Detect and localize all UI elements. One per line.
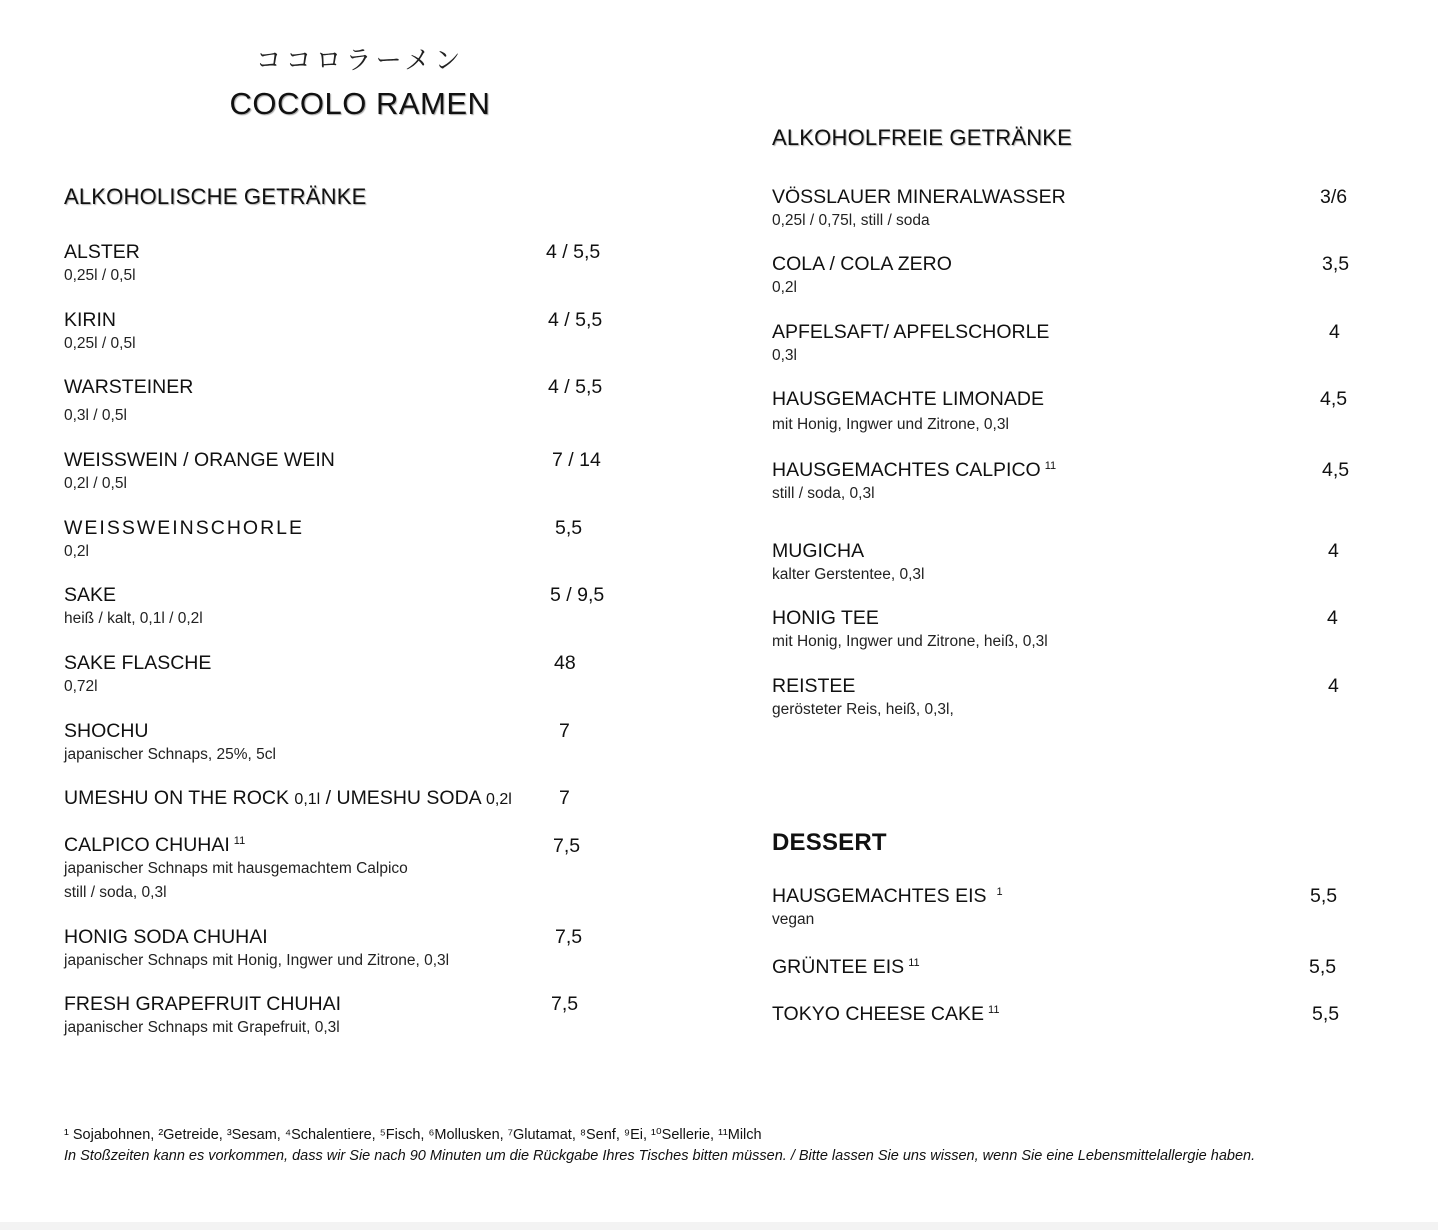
item-desc: vegan: [772, 911, 815, 928]
japanese-title: ココロラーメン: [255, 46, 465, 76]
item-name: MUGICHA: [772, 540, 865, 562]
menu-item-grapefruit-chuhai: [64, 992, 341, 1040]
item-desc: 0,3l: [772, 347, 797, 364]
restaurant-title: COCOLO RAMEN: [229, 86, 491, 121]
menu-item-limonade: [772, 387, 1044, 437]
item-name: FRESH GRAPEFRUIT CHUHAI: [64, 993, 341, 1015]
item-price: 4,5: [1322, 459, 1350, 481]
menu-item-reistee: [772, 674, 954, 722]
allergen-sup: 11: [1044, 460, 1057, 472]
item-desc: 0,72l: [64, 678, 98, 695]
item-name: KIRIN: [64, 309, 117, 331]
item-name-text: CALPICO CHUHAI: [64, 834, 230, 856]
item-desc: japanischer Schnaps, 25%, 5cl: [64, 746, 276, 763]
item-price: 7,5: [555, 926, 583, 948]
item-desc: 0,2l / 0,5l: [64, 475, 127, 492]
menu-item-weissweinschorle: [64, 516, 304, 564]
menu-item-shochu: [64, 719, 276, 767]
menu-item-calpico: [772, 458, 1056, 506]
item-name: ALSTER: [64, 241, 140, 263]
item-name: SHOCHU: [64, 720, 149, 742]
menu-header: [220, 40, 500, 122]
item-price: 4: [1329, 321, 1340, 343]
item-price: 4 / 5,5: [548, 376, 603, 398]
menu-item-honig-soda-chuhai: [64, 925, 449, 973]
notice-text: In Stoßzeiten kann es vorkommen, dass wir Sie nach 90 Minuten um die Rückgabe Ihres Tisches bitten müssen. / Bitte lassen Sie uns wissen, wenn Sie eine Lebensmittelallergie haben.: [64, 1148, 1256, 1164]
item-price: 3/6: [1320, 186, 1348, 208]
item-price: 4: [1327, 607, 1338, 629]
item-price: 48: [554, 652, 576, 674]
allergen-sup: 11: [908, 957, 920, 969]
item-price: 5,5: [1312, 1003, 1340, 1025]
item-price: 5,5: [1309, 956, 1337, 978]
item-desc: 0,2l: [772, 279, 797, 296]
menu-item-voesslauer: [772, 185, 1066, 233]
menu-item-honig-tee: [772, 606, 1048, 654]
item-desc: mit Honig, Ingwer und Zitrone, 0,3l: [772, 416, 1009, 433]
item-name: REISTEE: [772, 675, 856, 697]
item-name: HONIG SODA CHUHAI: [64, 926, 268, 948]
umeshu-rock-name: UMESHU ON THE ROCK: [64, 787, 289, 809]
item-price: 5 / 9,5: [550, 584, 605, 606]
item-name: COLA / COLA ZERO: [772, 253, 952, 275]
page-bottom-edge: [0, 1222, 1438, 1230]
item-name: WARSTEINER: [64, 376, 194, 398]
item-name: [772, 955, 920, 979]
menu-item-mugicha: [772, 539, 925, 587]
section-title-dessert: DESSERT: [772, 829, 887, 856]
item-price: 7: [559, 720, 570, 742]
menu-item-hausgemachtes-eis: [772, 884, 1003, 932]
allergen-sup: 1: [996, 886, 1003, 898]
item-price: 5,5: [1310, 885, 1338, 907]
item-desc: 0,2l: [64, 543, 89, 560]
umeshu-soda-name: UMESHU SODA: [336, 787, 481, 809]
menu-item-cola: [772, 252, 952, 300]
item-desc: heiß / kalt, 0,1l / 0,2l: [64, 610, 203, 627]
menu-item-sake-flasche: [64, 651, 211, 699]
section-title-alcoholic: ALKOHOLISCHE GETRÄNKE: [64, 184, 367, 209]
item-desc: kalter Gerstentee, 0,3l: [772, 566, 925, 583]
item-desc: japanischer Schnaps mit Honig, Ingwer und Zitrone, 0,3l: [64, 952, 450, 969]
allergen-sup: 11: [233, 835, 246, 847]
item-name-text: HAUSGEMACHTES EIS: [772, 885, 987, 907]
item-name: WEISSWEIN / ORANGE WEIN: [64, 449, 335, 471]
item-name: [772, 458, 1056, 482]
item-name-text: GRÜNTEE EIS: [772, 956, 905, 978]
allergen-sup: 11: [988, 1004, 1000, 1016]
item-price: 4: [1328, 540, 1339, 562]
menu-item-sake: [64, 583, 203, 631]
menu-item-calpico-chuhai: [64, 833, 408, 905]
item-desc: gerösteter Reis, heiß, 0,3l,: [772, 701, 954, 718]
item-desc-2: still / soda, 0,3l: [64, 884, 167, 901]
footnotes: [64, 1125, 1255, 1167]
item-price: 4,5: [1320, 388, 1348, 410]
menu-item-alster: [64, 240, 140, 288]
menu-item-weisswein: [64, 448, 335, 496]
menu-item-apfelsaft: [772, 320, 1049, 368]
item-name: WEISSWEINSCHORLE: [64, 517, 305, 539]
item-price: 7,5: [553, 835, 581, 857]
item-name: [772, 1002, 999, 1026]
item-name: APFELSAFT/ APFELSCHORLE: [772, 321, 1050, 343]
item-name: [64, 786, 512, 812]
item-price: 7: [559, 787, 570, 809]
item-desc: 0,25l / 0,5l: [64, 267, 136, 284]
item-price: 4 / 5,5: [548, 309, 603, 331]
item-desc: 0,25l / 0,5l: [64, 335, 136, 352]
item-name-text: TOKYO CHEESE CAKE: [772, 1003, 985, 1025]
item-price: 7,5: [551, 993, 579, 1015]
item-name: SAKE FLASCHE: [64, 652, 212, 674]
item-name: SAKE: [64, 584, 117, 606]
item-name: HAUSGEMACHTE LIMONADE: [772, 388, 1044, 410]
umeshu-rock-size: 0,1l: [294, 791, 321, 808]
item-price: 5,5: [555, 517, 583, 539]
item-desc: japanischer Schnaps mit Grapefruit, 0,3l: [64, 1019, 340, 1036]
item-desc: 0,25l / 0,75l, still / soda: [772, 212, 930, 229]
item-price: 3,5: [1322, 253, 1350, 275]
item-price: 4 / 5,5: [546, 241, 601, 263]
item-name: [772, 884, 1003, 908]
item-price: 7 / 14: [552, 449, 601, 471]
item-desc: japanischer Schnaps mit hausgemachtem Calpico: [64, 860, 408, 877]
menu-item-kirin: [64, 308, 136, 356]
section-title-nonalcoholic: ALKOHOLFREIE GETRÄNKE: [772, 125, 1073, 150]
item-name: [64, 833, 408, 857]
menu-item-warsteiner: [64, 375, 193, 428]
menu-item-gruentee-eis: [772, 955, 920, 979]
item-desc: mit Honig, Ingwer und Zitrone, heiß, 0,3l: [772, 633, 1048, 650]
umeshu-soda-size: 0,2l: [486, 791, 512, 808]
item-name-text: HAUSGEMACHTES CALPICO: [772, 459, 1041, 481]
menu-item-umeshu: [64, 786, 512, 812]
item-desc: 0,3l / 0,5l: [64, 407, 127, 424]
menu-item-cheese-cake: [772, 1002, 999, 1026]
allergen-legend: ¹ Sojabohnen, ²Getreide, ³Sesam, ⁴Schalentiere, ⁵Fisch, ⁶Mollusken, ⁷Glutamat, ⁸Senf, ⁹Ei, ¹⁰Sellerie, ¹¹Milch: [64, 1127, 762, 1143]
item-name: HONIG TEE: [772, 607, 879, 629]
item-desc: still / soda, 0,3l: [772, 485, 875, 502]
item-price: 4: [1328, 675, 1339, 697]
item-name: VÖSSLAUER MINERALWASSER: [772, 186, 1066, 208]
umeshu-separator: /: [325, 787, 332, 809]
